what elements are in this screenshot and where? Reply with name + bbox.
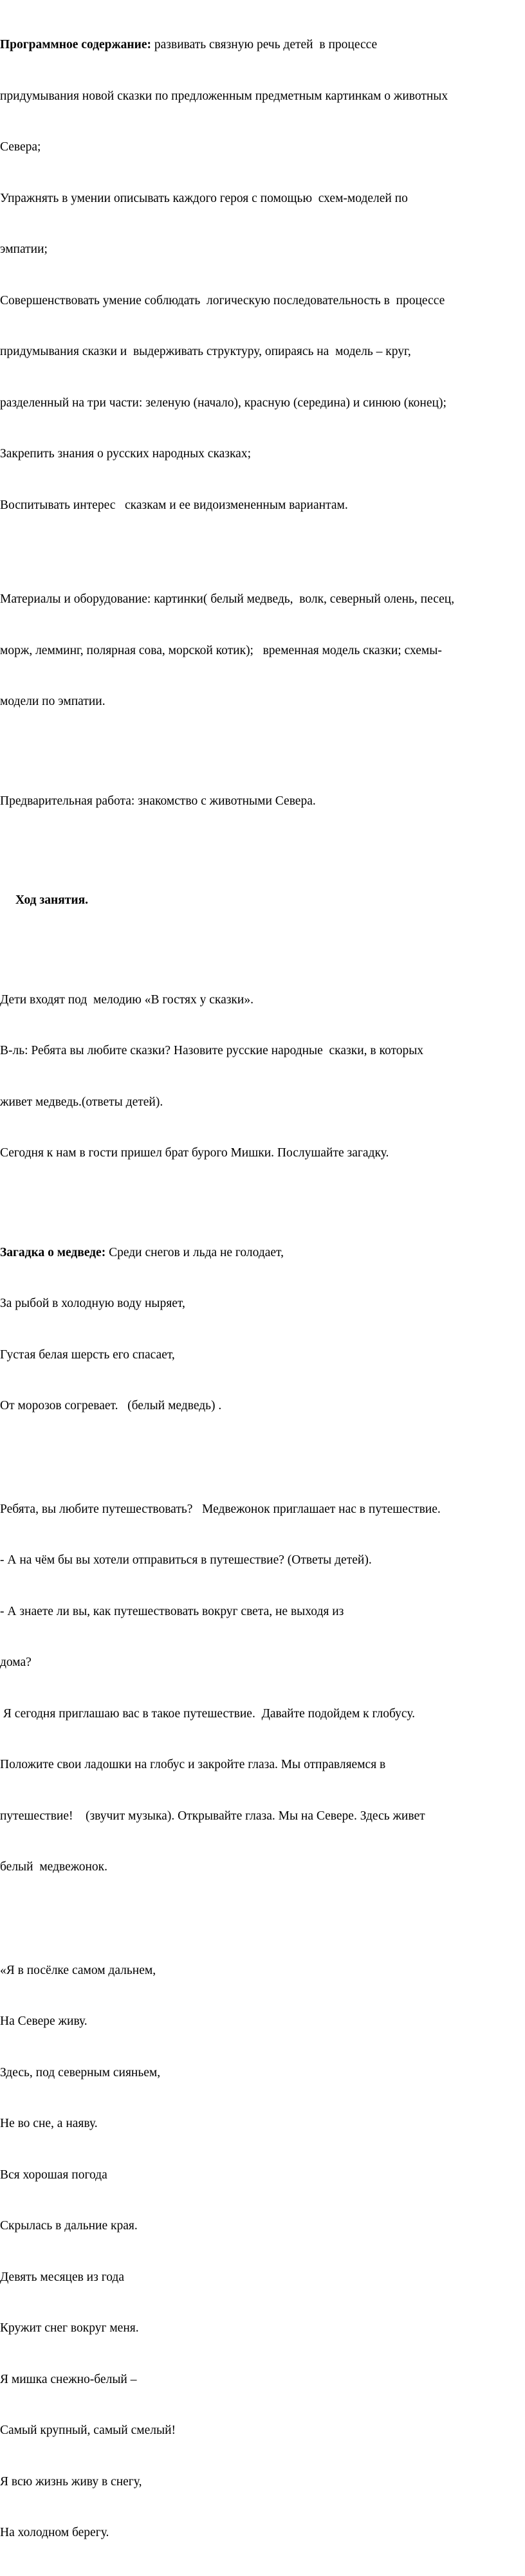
program-line: придумывания сказки и выдерживать структуру, опираясь на модель – круг, xyxy=(0,345,411,358)
riddle-first-line xyxy=(0,1245,525,1262)
riddle-line: От морозов согревает. (белый медведь) . xyxy=(0,1399,222,1412)
poem-line: Вся хорошая погода xyxy=(0,2168,107,2182)
riddle-line: За рыбой в холодную воду ныряет, xyxy=(0,1297,185,1310)
program-line: Воспитывать интерес сказкам и ее видоизмененным вариантам. xyxy=(0,498,348,512)
program-line: придумывания новой сказки по предложенным предметным картинкам о животных xyxy=(0,89,448,103)
travel-line: Положите свои ладошки на глобус и закройте глаза. Мы отправляемся в xyxy=(0,1758,386,1771)
travel-line: белый медвежонок. xyxy=(0,1860,108,1874)
poem-line: Скрылась в дальние края. xyxy=(0,2219,138,2233)
poem-line: Самый крупный, самый смелый! xyxy=(0,2424,176,2437)
riddle-line: Густая белая шерсть его спасает, xyxy=(0,1347,175,1362)
poem-line: Я всю жизнь живу в снегу, xyxy=(0,2474,142,2489)
materials-line: морж, лемминг, полярная сова, морской котик); временная модель сказки; схемы- xyxy=(0,643,442,657)
poem-line: На холодном берегу. xyxy=(0,2526,109,2539)
riddle-first-line-text: Среди снегов и льда не голодает, xyxy=(106,1245,284,1259)
program-line: Упражнять в умении описывать каждого героя с помощью схем-моделей по xyxy=(0,191,408,205)
poem-line: Кружит снег вокруг меня. xyxy=(0,2321,139,2335)
poem-line: Не во сне, а наяву. xyxy=(0,2117,98,2130)
program-line: Севера; xyxy=(0,140,41,154)
travel-line: - А знаете ли вы, как путешествовать вокруг света, не выходя из xyxy=(0,1604,344,1618)
program-line: эмпатии; xyxy=(0,242,48,256)
intro-line: Сегодня к нам в гости пришел брат бурого Мишки. Послушайте загадку. xyxy=(0,1146,389,1160)
materials-section xyxy=(0,557,525,745)
program-line: разделенный на три части: зеленую (начало), красную (середина) и синюю (конец); xyxy=(0,396,447,410)
preliminary-section xyxy=(0,759,525,845)
poem-line: «Я в посёлке самом дальнем, xyxy=(0,1963,156,1977)
program-section xyxy=(0,3,525,548)
poem-line: Я мишка снежно-белый – xyxy=(0,2372,137,2386)
poem-line: Девять месяцев из года xyxy=(0,2270,124,2284)
poem-section xyxy=(0,1928,525,2576)
materials-line: Материалы и оборудование: картинки( белый медведь, волк, северный олень, песец, xyxy=(0,592,455,606)
lesson-heading: Ход занятия. xyxy=(15,893,89,907)
materials-line: модели по эмпатии. xyxy=(0,695,106,708)
program-heading: Программное содержание: xyxy=(0,38,152,51)
riddle-section xyxy=(0,1210,525,1449)
intro-line: В-ль: Ребята вы любите сказки? Назовите русские народные сказки, в которых xyxy=(0,1044,424,1057)
travel-line: путешествие! (звучит музыка). Открывайте глаза. Мы на Севере. Здесь живет xyxy=(0,1809,425,1823)
intro-line: Дети входят под мелодию «В гостях у сказки». xyxy=(0,992,253,1007)
program-line: Закрепить знания о русских народных сказках; xyxy=(0,447,251,461)
intro-section xyxy=(0,958,525,1196)
lesson-section xyxy=(0,858,525,944)
travel-line: Ребята, вы любите путешествовать? Медвежонок приглашает нас в путешествие. xyxy=(0,1502,441,1516)
riddle-heading: Загадка о медведе: xyxy=(0,1245,106,1259)
program-line: Совершенствовать умение соблюдать логическую последовательность в процессе xyxy=(0,293,445,307)
preliminary-line: Предварительная работа: знакомство с животными Севера. xyxy=(0,794,316,808)
poem-line: На Севере живу. xyxy=(0,2014,88,2028)
travel-line: - А на чём бы вы хотели отправиться в путешествие? (Ответы детей). xyxy=(0,1553,372,1567)
program-first-line xyxy=(0,37,525,54)
travel-line: дома? xyxy=(0,1656,32,1669)
poem-line: Здесь, под северным сияньем, xyxy=(0,2065,161,2079)
program-first-line-text: развивать связную речь детей в процессе xyxy=(151,38,378,51)
travel-section xyxy=(0,1467,525,1910)
intro-line: живет медведь.(ответы детей). xyxy=(0,1095,163,1109)
travel-line: Я сегодня приглашаю вас в такое путешествие. Давайте подойдем к глобусу. xyxy=(0,1706,415,1721)
